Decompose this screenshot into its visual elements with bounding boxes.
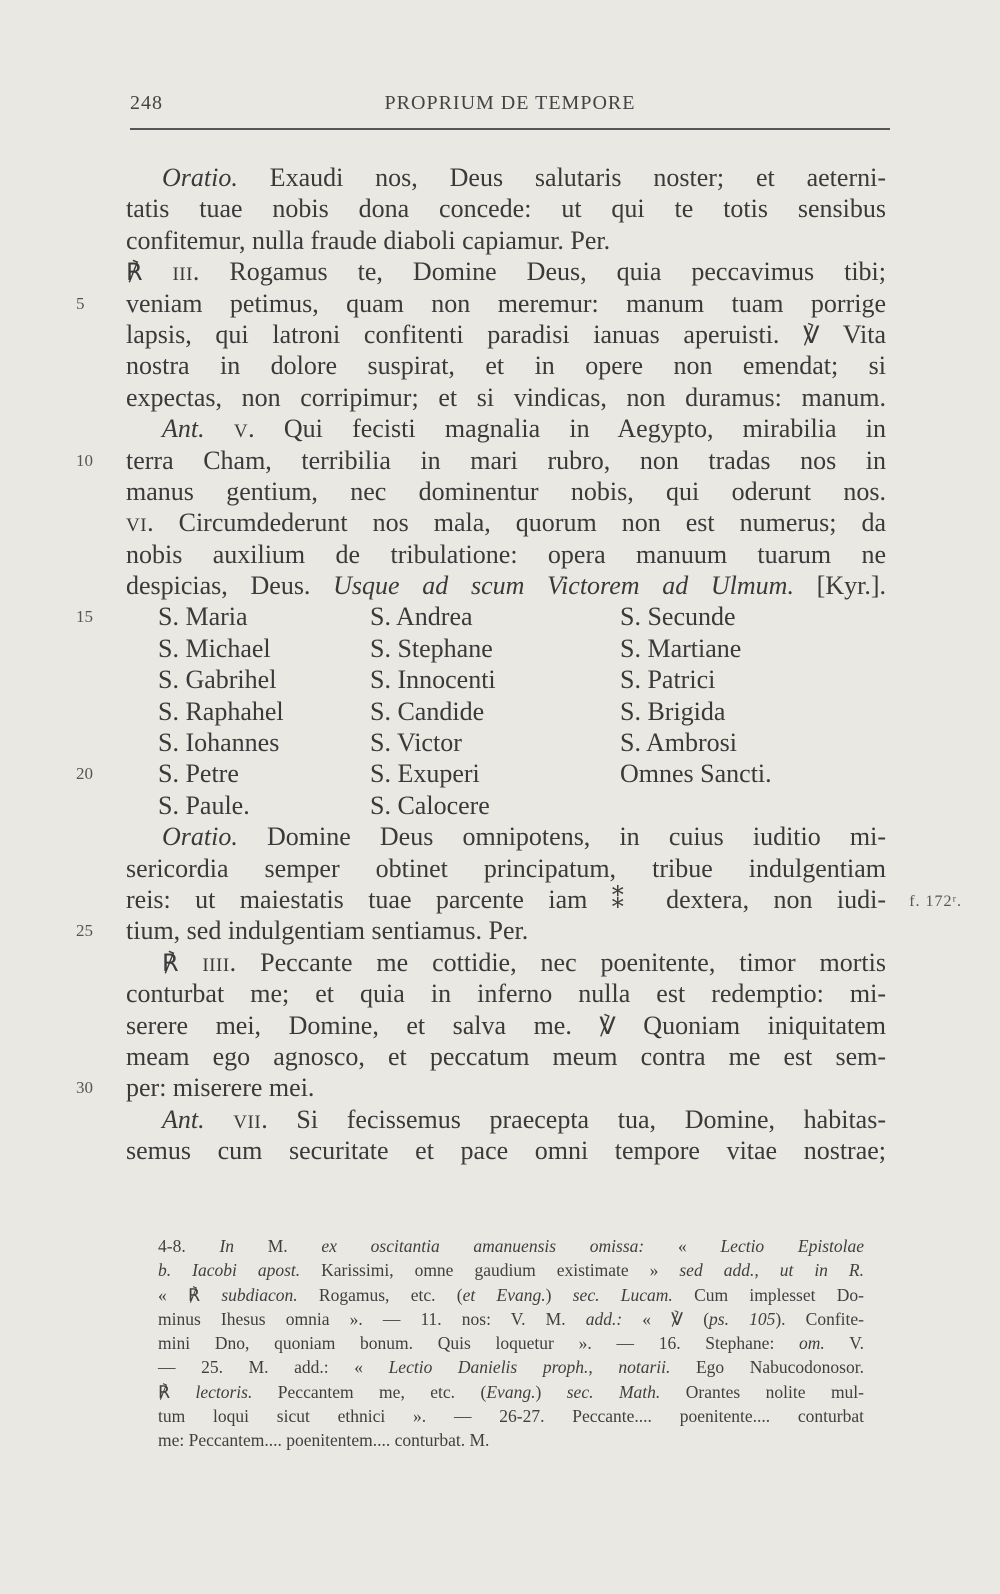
text-line [126,853,886,884]
footnote-line [158,1355,864,1379]
text-run: Domine Deus omnipotens, in cuius iuditio mi- [237,822,886,852]
text-run: serere mei, Domine, et salva me. [126,1010,600,1040]
saint-name: S. Innocenti [370,665,496,695]
running-title: PROPRIUM DE TEMPORE [384,92,636,114]
text-run: reis: ut maiestatis tuae parcente iam [126,884,612,914]
italic-text: ps. 105 [709,1308,776,1329]
italic-text: et Evang. [462,1284,546,1305]
italic-text: ex oscitantia amanuensis omissa: [321,1236,645,1256]
text-run: Ego Nabucodonosor. [670,1357,864,1378]
text-run: Cum implesset Do- [672,1284,865,1305]
text-line [126,884,962,915]
italic-text: lectoris. [195,1381,253,1402]
saint-name: S. Michael [158,633,271,663]
saint-name: S. Brigida [620,696,726,726]
litany-of-saints [76,601,886,821]
litany-row [126,727,886,758]
litany-row [126,633,886,664]
footnote-line [158,1428,864,1452]
text-line [76,1072,886,1103]
italic-text: Oratio. [162,163,238,192]
text-run: despicias, Deus. [126,571,334,601]
text-run: ℟ [158,1381,196,1402]
saint-name: S. Gabrihel [158,665,277,695]
footnote-line [158,1283,864,1307]
italic-text: Evang. [486,1381,536,1402]
text-run: Exaudi nos, Deus salutaris noster; et aeterni- [237,163,886,192]
text-line [126,225,886,256]
liturgical-symbol: ℟ [162,950,179,977]
small-caps-numeral: V [233,421,249,443]
text-run: dextera, non iudi- [641,884,887,914]
text-line [126,382,886,413]
liturgical-symbol: ℣ [599,1013,616,1040]
saint-name: S. Candide [370,696,485,726]
text-line [126,162,886,193]
text-run: Vita [819,319,886,349]
text-run: manus gentium, nec dominentur nobis, qui oderunt nos. [126,476,886,506]
text-run: Quoniam iniquitatem [615,1010,886,1040]
italic-text: Ant. [162,414,205,444]
italic-text: Oratio. [162,822,238,852]
text-run: minus Ihesus omnia ». — 11. nos: V. M. [158,1308,586,1329]
saint-name: S. Raphahel [158,696,284,726]
main-text [76,162,962,1167]
folio-margin-note: f. 172ʳ. [909,892,962,910]
liturgical-symbol: ℟ [126,260,143,287]
footnote-line [158,1380,864,1404]
saint-name: S. Exuperi [370,759,480,789]
text-run: ) [545,1284,573,1305]
italic-text: subdiacon. [221,1284,298,1305]
italic-text: add.: [585,1308,623,1329]
text-run: . Circumdederunt nos mala, quorum non est numerus; da [147,508,886,538]
text-run: M. [234,1236,322,1256]
italic-text: In [219,1236,235,1256]
text-run: nobis auxilium de tribulatione: opera manuum tuarum ne [126,539,886,569]
text-block-1 [76,162,887,601]
line-number: 20 [76,764,93,784]
text-line [126,193,886,224]
text-run: . Rogamus te, Domine Deus, quia peccavimus tibi; [192,257,887,287]
saint-name: S. Victor [370,728,462,758]
text-run: meam ego agnosco, et peccatum meum contra me est sem- [126,1041,886,1071]
saint-name: S. Andrea [370,602,473,632]
text-run: . Peccante me cottidie, nec poenitente, timor mortis [229,947,886,977]
text-line [126,1104,886,1135]
text-run: Orantes nolite mul- [660,1381,864,1402]
text-run: per: miserere mei. [126,1073,315,1103]
litany-row [126,790,886,821]
small-caps-numeral: IIII [202,954,230,976]
litany-row [76,601,886,632]
text-run: . Si fecissemus praecepta tua, Domine, habitas- [261,1104,886,1134]
text-run: terra Cham, terribilia in mari rubro, non tradas nos in [126,445,886,475]
line-number: 25 [76,921,93,941]
text-line [126,256,886,287]
text-block-2 [76,821,962,1166]
text-run: confitemur, nulla fraude diaboli capiamur. Per. [126,225,611,255]
page-number: 248 [130,92,163,114]
italic-text: Ant. [162,1104,205,1134]
line-number: 5 [76,293,85,313]
line-number: 10 [76,450,93,470]
text-run [142,257,172,286]
footnote-line [158,1234,864,1258]
text-line [126,1041,886,1072]
saint-name: S. Iohannes [158,728,280,758]
small-caps-numeral: VII [233,1111,262,1133]
text-run: ) [535,1381,567,1402]
italic-text: b. Iacobi apost. [158,1260,301,1281]
text-line [126,978,886,1009]
italic-text: om. [799,1333,825,1354]
text-run: « [644,1236,721,1256]
small-caps-numeral: III [172,264,193,286]
text-run: veniam petimus, quam non meremur: manum tuam porrige [126,288,886,318]
text-run: tatis tuae nobis dona concede: ut qui te totis sensibus [126,194,886,224]
text-run: Peccantem me, etc. ( [252,1381,487,1402]
saint-name: S. Patrici [620,665,716,695]
text-run [205,414,234,443]
footnotes [158,1234,864,1453]
saint-name: S. Secunde [620,602,736,632]
running-header [130,92,890,122]
saint-name: S. Martiane [620,633,742,663]
text-line [126,821,886,852]
italic-text: Lectio Epistolae [720,1236,865,1256]
text-line [126,319,886,350]
text-line [126,1135,886,1166]
small-caps-numeral: VI [126,515,148,537]
header-rule [130,128,890,130]
text-run: « ℟ [158,1284,222,1305]
text-run: . Qui fecisti magnalia in Aegypto, mirabilia in [248,414,887,444]
text-run: sericordia semper obtinet principatum, tribue indulgentiam [126,853,886,883]
saint-name: S. Ambrosi [620,728,738,758]
saint-name: S. Paule. [158,790,250,820]
saint-name: S. Maria [158,602,248,632]
italic-text: sec. Math. [566,1381,661,1402]
text-line [126,539,886,570]
saint-name: Omnes Sancti. [620,759,772,789]
text-run: me: Peccantem.... poenitentem.... conturbat. M. [158,1430,490,1451]
text-run: Karissimi, omne gaudium existimate » [300,1260,680,1281]
text-run: conturbat me; et quia in inferno nulla est redemptio: mi- [126,979,886,1009]
italic-text: sec. Lucam. [572,1284,673,1305]
italic-text: Usque ad scum Victorem ad Ulmum. [333,571,794,601]
text-run: V. [824,1333,864,1354]
text-run: tum loqui sicut ethnici ». — 26-27. Peccante.... poenitente.... conturbat [158,1406,864,1427]
footnote-line [158,1404,864,1428]
text-run [178,948,202,977]
text-line [126,350,886,381]
line-number: 30 [76,1078,93,1098]
text-run: ). Confite- [775,1308,864,1329]
litany-row [76,758,886,789]
text-line [76,915,886,946]
text-run [205,1105,234,1134]
text-line [76,288,886,319]
litany-row [126,696,886,727]
italic-text: Lectio Danielis proph., notarii. [388,1357,671,1378]
footnote-line [158,1258,864,1282]
text-line [126,1010,886,1041]
saint-name: S. Petre [158,759,239,789]
text-run: expectas, non corripimur; et si vindicas, non duramus: manum. [126,382,886,412]
text-line [126,476,886,507]
text-run: Rogamus, etc. ( [297,1284,463,1305]
liturgical-symbol: ⁑ [611,887,642,914]
text-line [126,570,886,601]
text-line [126,947,886,978]
text-run: — 25. M. add.: « [158,1357,389,1378]
line-number: 15 [76,607,93,627]
text-run: mini Dno, quoniam bonum. Quis loquetur ». — 16. Stephane: [158,1333,800,1354]
saint-name: S. Calocere [370,790,490,820]
text-run: 4-8. [158,1236,220,1256]
litany-row [126,664,886,695]
footnote-line [158,1331,864,1355]
text-run: semus cum securitate et pace omni tempore vitae nostrae; [126,1136,886,1166]
text-run: lapsis, qui latroni confitenti paradisi ianuas aperuisti. [126,319,804,349]
text-run: [Kyr.]. [793,571,886,601]
liturgical-symbol: ℣ [803,322,820,349]
text-line [126,507,886,538]
text-run: tium, sed indulgentiam sentiamus. Per. [126,916,529,946]
footnote-line [158,1307,864,1331]
saint-name: S. Stephane [370,633,493,663]
text-line [126,413,886,444]
text-run: nostra in dolore suspirat, et in opere non emendat; si [126,351,886,381]
italic-text: sed add., ut in R. [679,1260,864,1281]
text-line [76,445,886,476]
text-run: « ℣ ( [622,1308,710,1329]
